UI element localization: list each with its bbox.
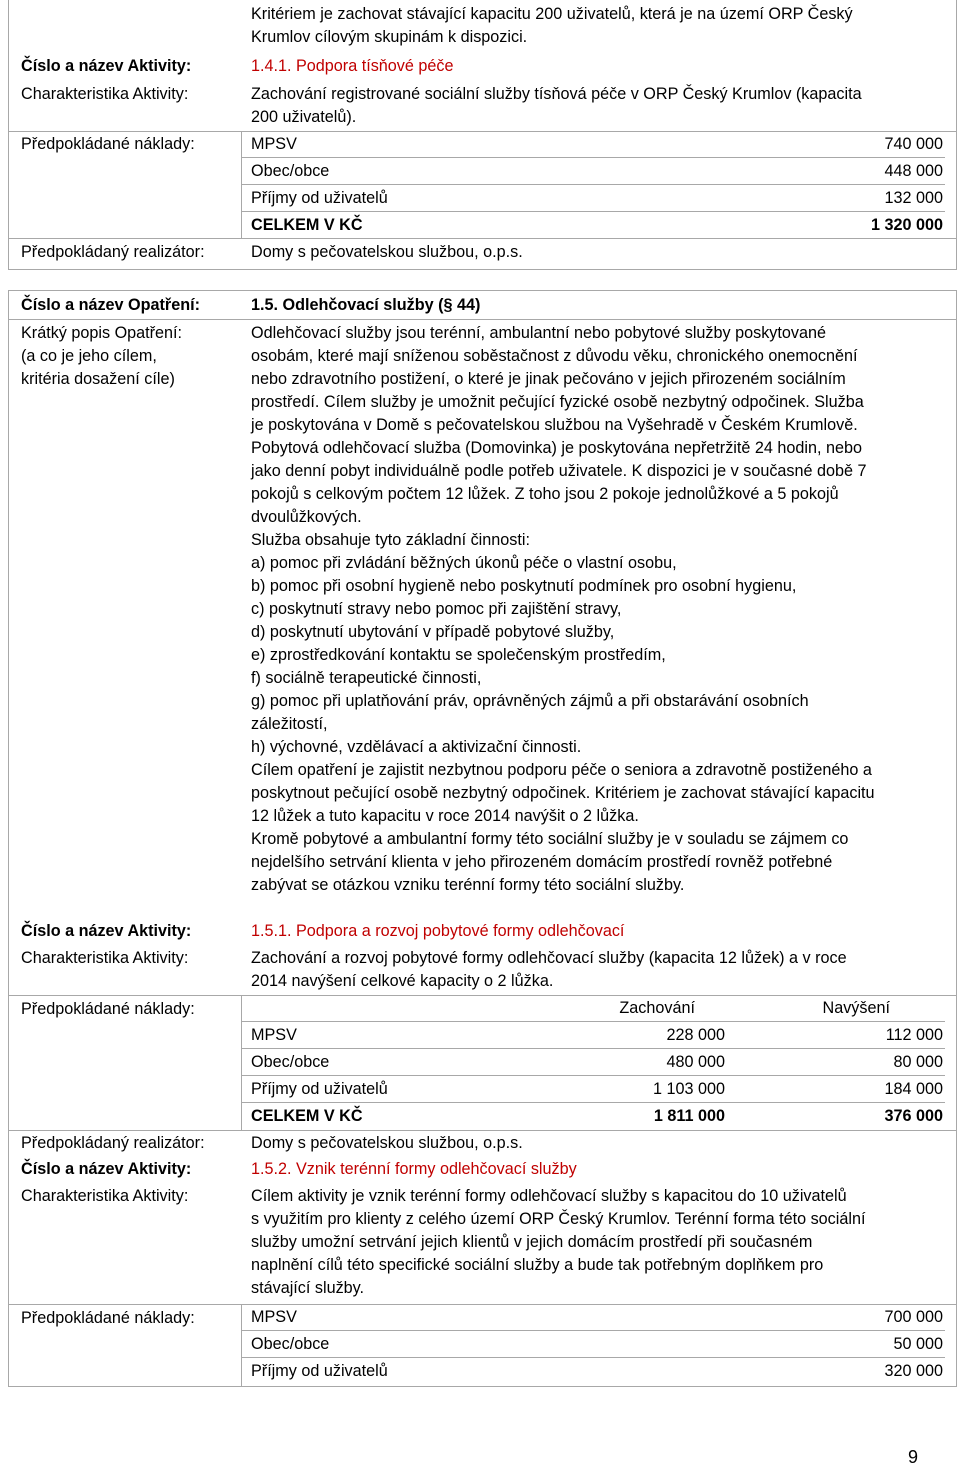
char1-label: Charakteristika Aktivity:	[21, 949, 189, 967]
naklady-label: Předpokládané náklady:	[21, 135, 195, 153]
cost-value-zachovani: 480 000	[666, 1053, 725, 1071]
text-line: Pobytová odlehčovací služba (Domovinka) je poskytována nepřetržitě 24 hodin, nebo	[251, 439, 862, 457]
text-line: záležitostí,	[251, 715, 328, 733]
char1-value	[251, 947, 943, 993]
text-line: osobám, které mají sníženou soběstačnost z důvodu věku, chronického onemocnění	[251, 347, 858, 365]
cost-row	[241, 159, 945, 185]
cost-value: 700 000	[884, 1308, 943, 1326]
col-header-zachovani: Zachování	[619, 999, 695, 1017]
cost-value-navyseni: 80 000	[893, 1053, 943, 1071]
cost-name: Obec/obce	[251, 162, 330, 180]
cost-value: 1 320 000	[870, 216, 943, 234]
cost-row	[241, 1359, 945, 1384]
text-line: 200 uživatelů).	[251, 108, 357, 126]
opatreni-value: 1.5. Odlehčovací služby (§ 44)	[251, 296, 481, 314]
cost-name: Obec/obce	[251, 1335, 330, 1353]
text-line: a) pomoc při zvládání běžných úkonů péče o vlastní osobu,	[251, 554, 677, 572]
cost-value-zachovani: 228 000	[666, 1026, 725, 1044]
text-line: naplnění cílů této specifické sociální služby a bude tak potřebným doplňkem pro	[251, 1256, 824, 1274]
text-line: c) poskytnutí stravy nebo pomoc při zajištění stravy,	[251, 600, 622, 618]
col-header-navyseni: Navýšení	[822, 999, 890, 1017]
text-line: nebo zdravotního postižení, o které je jinak pečováno v jejich přirozeném sociálním	[251, 370, 846, 388]
cost-value: 740 000	[884, 135, 943, 153]
text-line: Služba obsahuje tyto základní činnosti:	[251, 531, 530, 549]
intro-text	[251, 3, 943, 49]
activity-table-1-4-1	[8, 0, 957, 270]
cost-value: 320 000	[884, 1362, 943, 1380]
cost-value-navyseni: 376 000	[884, 1107, 943, 1125]
opatreni-label: Číslo a název Opatření:	[21, 296, 201, 314]
cost-value-navyseni: 112 000	[885, 1026, 943, 1044]
cost-name: Příjmy od uživatelů	[251, 189, 388, 207]
cost-row	[241, 1305, 945, 1331]
cost-row	[241, 132, 945, 158]
cost-value: 50 000	[893, 1335, 943, 1353]
naklady1-label: Předpokládané náklady:	[21, 1000, 195, 1018]
text-line: Cílem opatření je zajistit nezbytnou podporu péče o seniora a zdravotně postiženého a	[251, 761, 872, 779]
cost-value-zachovani: 1 103 000	[652, 1080, 725, 1098]
cost-row	[241, 1050, 945, 1076]
cost-name: CELKEM V KČ	[251, 1107, 363, 1125]
act2-label: Číslo a název Aktivity:	[21, 1160, 192, 1178]
act1-value: 1.5.1. Podpora a rozvoj pobytové formy odlehčovací	[251, 922, 625, 940]
cost-row	[241, 1077, 945, 1103]
cost-name: MPSV	[251, 1026, 297, 1044]
act1-label: Číslo a název Aktivity:	[21, 922, 192, 940]
cost-row	[241, 186, 945, 212]
text-line: pokojů s celkovým počtem 12 lůžek. Z toho jsou 2 pokoje jednolůžkové a 5 pokojů	[251, 485, 839, 503]
text-line: Odlehčovací služby jsou terénní, ambulantní nebo pobytové služby poskytované	[251, 324, 827, 342]
page-number: 9	[908, 1447, 919, 1467]
cost-value-zachovani: 1 811 000	[653, 1107, 725, 1125]
text-line: Cílem aktivity je vznik terénní formy odlehčovací služby s kapacitou do 10 uživatelů	[251, 1187, 847, 1205]
text-line: 12 lůžek a tuto kapacitu v roce 2014 navýšit o 2 lůžka.	[251, 807, 639, 825]
cost-name: Příjmy od uživatelů	[251, 1080, 388, 1098]
text-line: služby umožní setrvání jejich klientů v jejich domácím prostředí při současném	[251, 1233, 813, 1251]
text-line: poskytnout pečující osobě nezbytný odpočinek. Kritériem je zachovat stávající kapacitu	[251, 784, 875, 802]
text-line: nejdelšího setrvání klienta v jeho přirozeném domácím prostředí rovněž potřebné	[251, 853, 833, 871]
text-line: zabývat se otázkou vzniku terénní formy této sociální služby.	[251, 876, 685, 894]
realizator-value: Domy s pečovatelskou službou, o.p.s.	[251, 243, 523, 261]
text-line: jako denní pobyt individuálně podle potřeb uživatele. K dispozici je v současné době 7	[251, 462, 867, 480]
text-line: e) zprostředkování kontaktu se společenským prostředím,	[251, 646, 666, 664]
text-line: Zachování a rozvoj pobytové formy odlehčovací služby (kapacita 12 lůžek) a v roce	[251, 949, 847, 967]
row-divider	[9, 238, 956, 239]
text-line: Kritériem je zachovat stávající kapacitu 200 uživatelů, která je na území ORP Český	[251, 5, 853, 23]
popis-label	[21, 322, 182, 391]
char2-value	[251, 1185, 943, 1300]
popis-text	[251, 322, 943, 897]
text-line: s využitím pro klienty z celého území ORP Český Krumlov. Terénní forma této sociální	[251, 1210, 866, 1228]
realizator1-value: Domy s pečovatelskou službou, o.p.s.	[251, 1134, 523, 1152]
act2-value: 1.5.2. Vznik terénní formy odlehčovací služby	[251, 1160, 577, 1178]
row-divider	[9, 1130, 956, 1131]
text-line: Krátký popis Opatření:	[21, 324, 183, 342]
text-line: Kromě pobytové a ambulantní formy této sociální služby je v souladu se zájmem co	[251, 830, 849, 848]
naklady2-label: Předpokládané náklady:	[21, 1309, 195, 1327]
cost-value: 448 000	[884, 162, 943, 180]
charakteristika-value	[251, 83, 943, 129]
text-line: kritéria dosažení cíle)	[21, 370, 175, 388]
realizator1-label: Předpokládaný realizátor:	[21, 1134, 205, 1152]
text-line: (a co je jeho cílem,	[21, 347, 157, 365]
cost-header-row	[241, 996, 945, 1022]
measure-table-1-5	[8, 290, 957, 1387]
text-line: Zachování registrované sociální služby tísňová péče v ORP Český Krumlov (kapacita	[251, 85, 862, 103]
charakteristika-label: Charakteristika Aktivity:	[21, 85, 189, 103]
cost-value-navyseni: 184 000	[884, 1080, 943, 1098]
text-line: prostředí. Cílem služby je umožnit pečující fyzické osobě nezbytný odpočinek. Služba	[251, 393, 864, 411]
row-divider	[9, 319, 956, 320]
cost-total-row	[241, 213, 945, 239]
text-line: stávající služby.	[251, 1279, 365, 1297]
text-line: je poskytována v Domě s pečovatelskou službou na Vyšehradě v Českém Krumlově.	[251, 416, 858, 434]
text-line: h) výchovné, vzdělávací a aktivizační činnosti.	[251, 738, 582, 756]
aktivita-value: 1.4.1. Podpora tísňové péče	[251, 57, 454, 75]
realizator-label: Předpokládaný realizátor:	[21, 243, 205, 261]
cost-total-row	[241, 1104, 945, 1129]
cost-name: CELKEM V KČ	[251, 216, 363, 234]
aktivita-label: Číslo a název Aktivity:	[21, 57, 192, 75]
text-line: dvoulůžkových.	[251, 508, 362, 526]
char2-label: Charakteristika Aktivity:	[21, 1187, 189, 1205]
text-line: d) poskytnutí ubytování v případě pobytové služby,	[251, 623, 615, 641]
text-line: f) sociálně terapeutické činnosti,	[251, 669, 482, 687]
text-line: b) pomoc při osobní hygieně nebo poskytnutí podmínek pro osobní hygienu,	[251, 577, 797, 595]
text-line: Krumlov cílovým skupinám k dispozici.	[251, 28, 528, 46]
text-line: 2014 navýšení celkové kapacity o 2 lůžka.	[251, 972, 554, 990]
cost-name: Příjmy od uživatelů	[251, 1362, 388, 1380]
cost-row	[241, 1332, 945, 1358]
cost-name: MPSV	[251, 135, 297, 153]
cost-name: Obec/obce	[251, 1053, 330, 1071]
cost-row	[241, 1023, 945, 1049]
text-line: g) pomoc při uplatňování práv, oprávněných zájmů a při obstarávání osobních	[251, 692, 809, 710]
cost-value: 132 000	[884, 189, 943, 207]
cost-name: MPSV	[251, 1308, 297, 1326]
